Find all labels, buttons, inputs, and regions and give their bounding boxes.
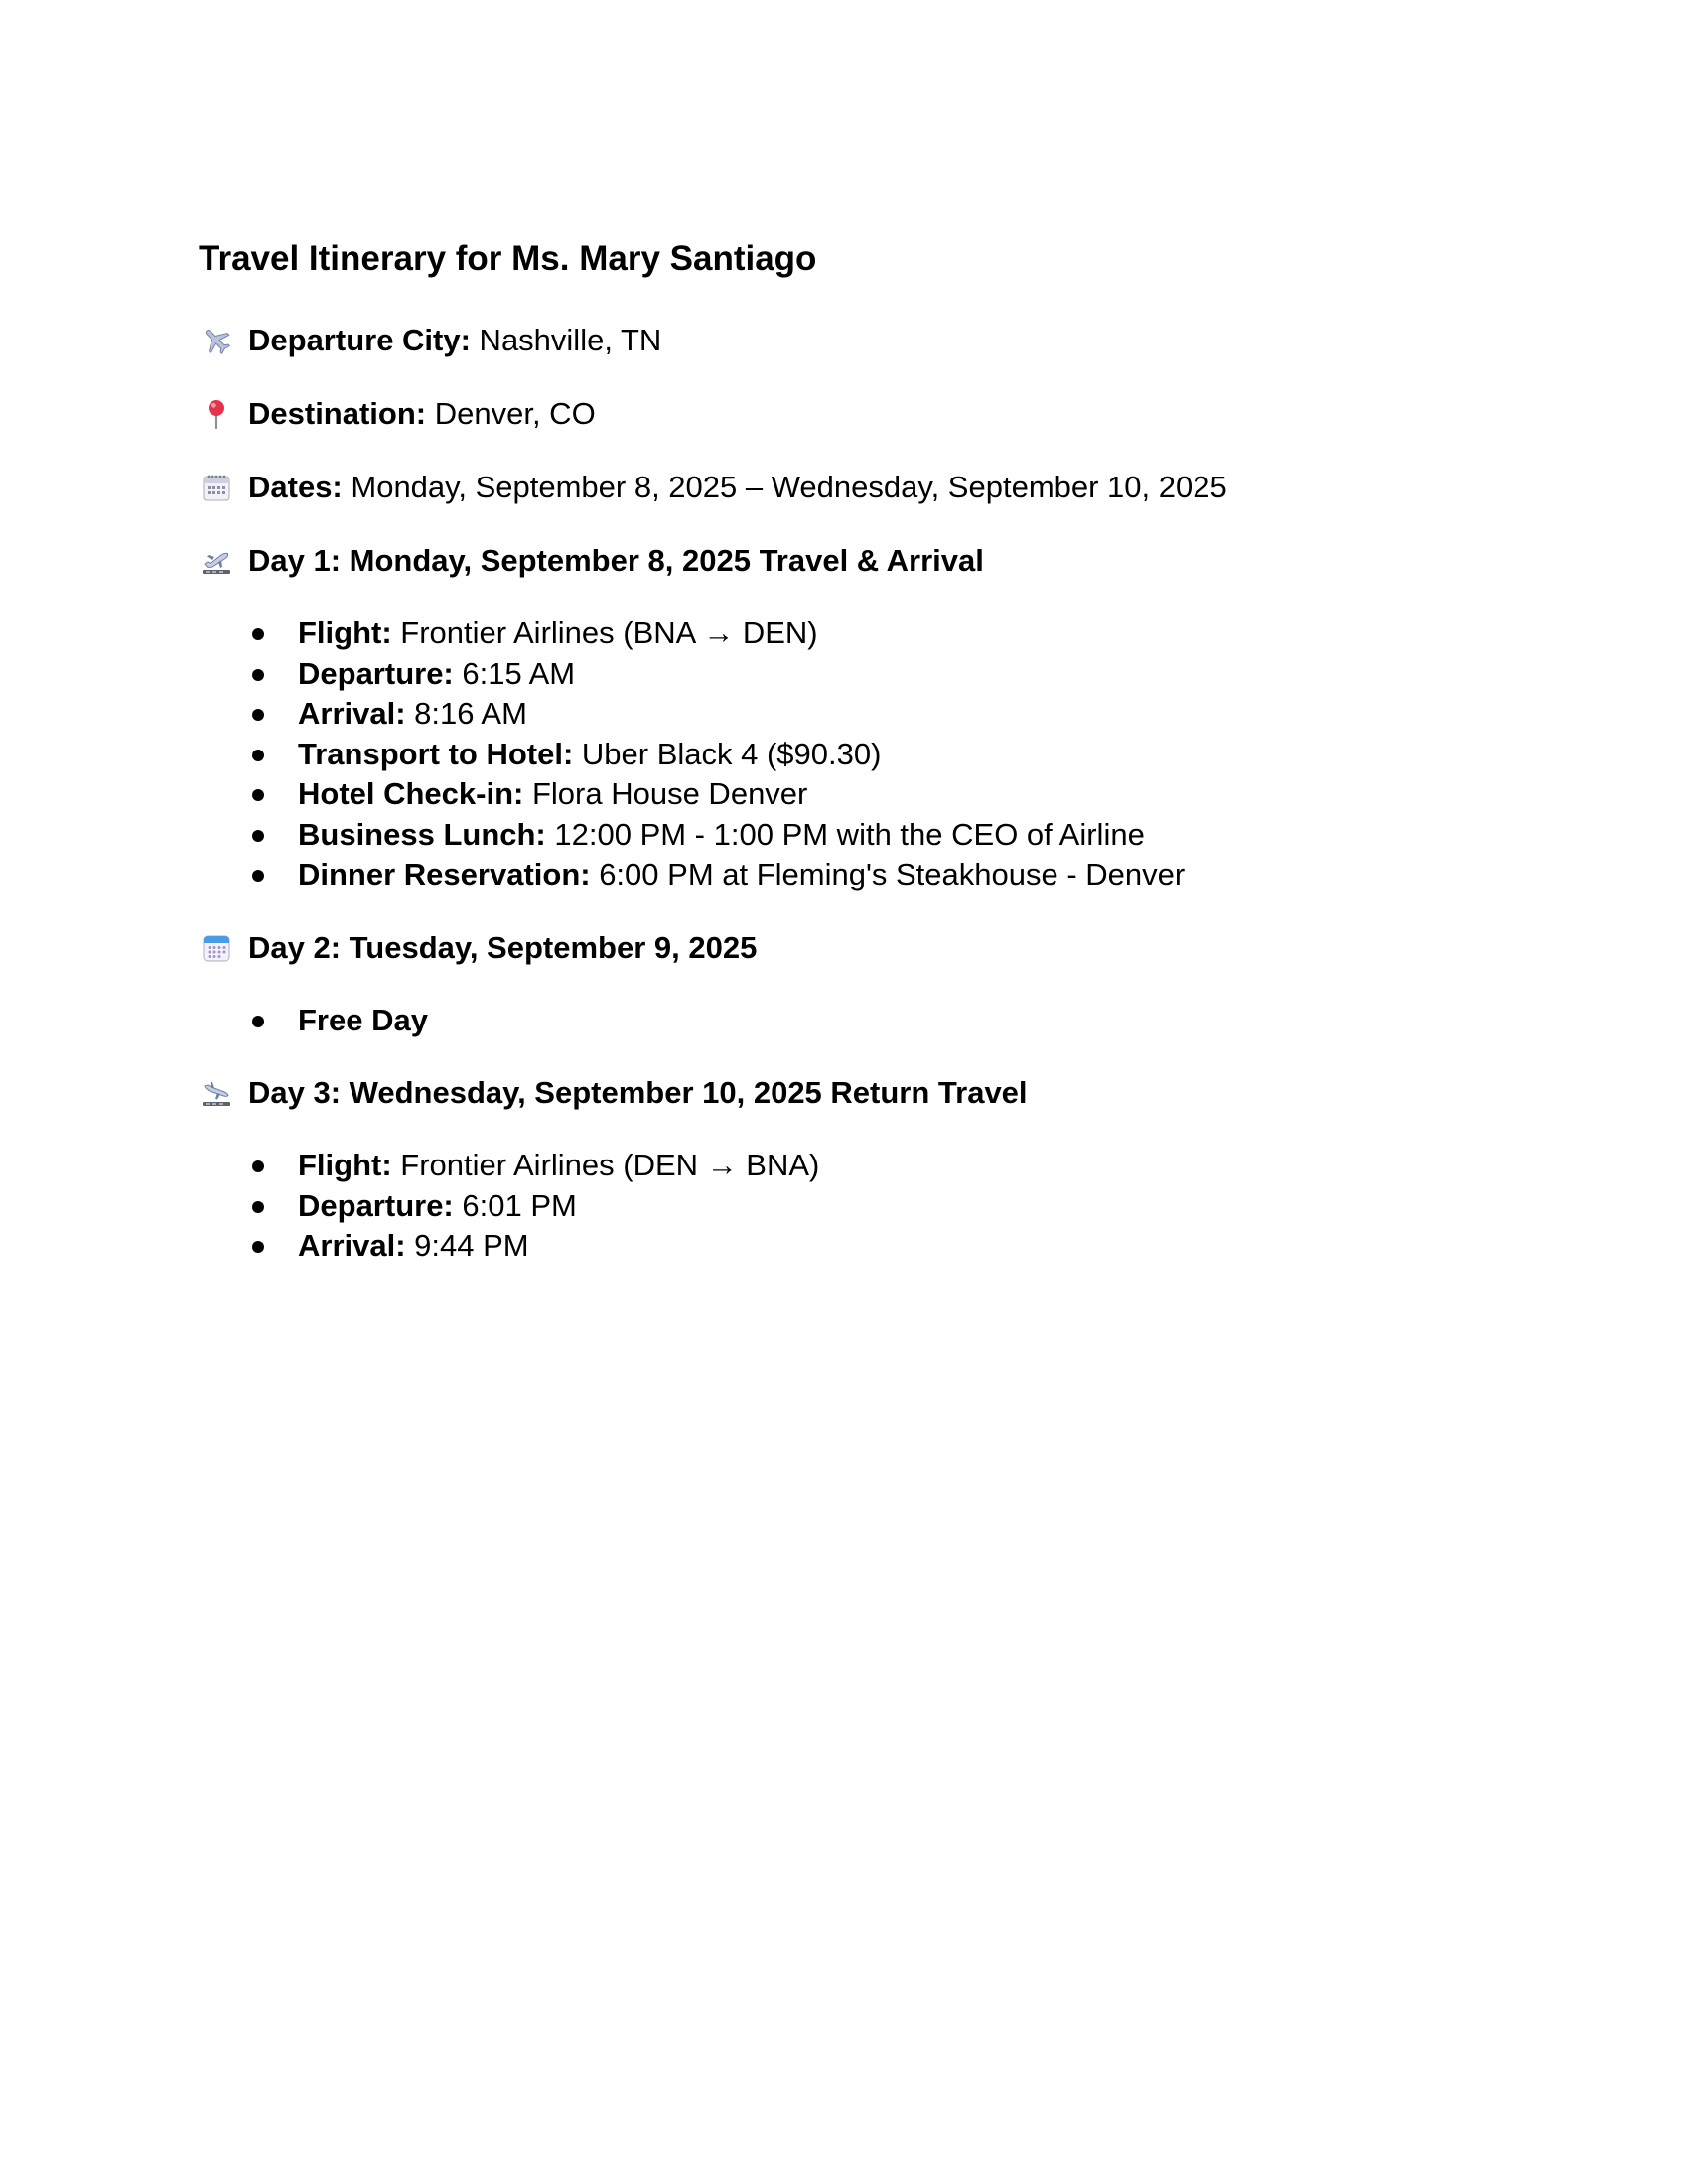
calendar-icon	[201, 932, 232, 964]
list-item	[248, 855, 1489, 895]
bullet	[252, 1160, 264, 1172]
day-1-heading-text: Day 1: Monday, September 8, 2025 Travel & Arrival	[248, 543, 984, 578]
item-label: Departure:	[298, 655, 454, 691]
departure-city-value: Nashville, TN	[470, 323, 662, 357]
bullet	[252, 789, 264, 801]
destination-value: Denver, CO	[426, 396, 596, 431]
day-2-list	[199, 1001, 1489, 1041]
bullet	[252, 628, 264, 640]
item-value: 6:01 PM	[453, 1187, 577, 1223]
day-1-list	[199, 614, 1489, 895]
dates-line	[199, 467, 1489, 508]
departure-city-label: Departure City:	[248, 323, 471, 357]
dates-label: Dates:	[248, 470, 343, 504]
spiral-calendar-icon	[201, 472, 232, 503]
item-label: Business Lunch:	[298, 816, 546, 852]
itinerary-document	[199, 230, 1489, 1267]
list-item	[248, 735, 1489, 775]
destination-label: Destination:	[248, 396, 427, 431]
airplane-icon	[201, 325, 232, 356]
day-3-heading	[199, 1072, 1489, 1114]
round-pushpin-icon	[201, 398, 232, 430]
bullet	[252, 870, 264, 882]
item-label: Free Day	[298, 1002, 428, 1037]
page-title: Travel Itinerary for Ms. Mary Santiago	[199, 239, 817, 278]
list-item	[248, 654, 1489, 695]
item-label: Transport to Hotel:	[298, 736, 574, 771]
item-value: Frontier Airlines (DEN → BNA)	[391, 1148, 820, 1182]
bullet	[252, 1016, 264, 1027]
list-item	[248, 1001, 1489, 1041]
item-value: Frontier Airlines (BNA → DEN)	[391, 615, 818, 650]
item-label: Dinner Reservation:	[298, 857, 591, 891]
item-label: Departure:	[298, 1187, 454, 1223]
item-value: 6:15 AM	[453, 655, 576, 691]
dates-value: Monday, September 8, 2025 – Wednesday, September 10, 2025	[342, 470, 1227, 504]
list-item	[248, 1226, 1489, 1267]
list-item	[248, 614, 1489, 654]
bullet	[252, 669, 264, 681]
list-item	[248, 774, 1489, 815]
item-label: Flight:	[298, 1148, 392, 1182]
bullet	[252, 709, 264, 721]
departure-city-line	[199, 320, 1489, 361]
day-2-heading-text: Day 2: Tuesday, September 9, 2025	[248, 929, 758, 965]
bullet	[252, 1201, 264, 1213]
item-value: Flora House Denver	[523, 776, 808, 811]
day-1-heading	[199, 540, 1489, 582]
bullet	[252, 1241, 264, 1253]
item-value: Uber Black 4 ($90.30)	[573, 736, 882, 771]
list-item	[248, 694, 1489, 735]
day-3-heading-text: Day 3: Wednesday, September 10, 2025 Return Travel	[248, 1075, 1028, 1110]
day-3-list	[199, 1146, 1489, 1267]
list-item	[248, 1146, 1489, 1186]
item-label: Flight:	[298, 615, 392, 650]
destination-line	[199, 393, 1489, 435]
bullet	[252, 750, 264, 761]
item-label: Arrival:	[298, 1228, 406, 1263]
list-item	[248, 815, 1489, 856]
item-value: 8:16 AM	[405, 696, 527, 731]
item-label: Arrival:	[298, 696, 406, 731]
bullet	[252, 830, 264, 842]
day-2-heading	[199, 927, 1489, 969]
item-value: 12:00 PM - 1:00 PM with the CEO of Airline	[545, 816, 1145, 852]
item-value: 9:44 PM	[405, 1228, 529, 1263]
airplane-departure-icon	[201, 545, 232, 577]
item-value: 6:00 PM at Fleming's Steakhouse - Denver	[590, 857, 1186, 891]
item-label: Hotel Check-in:	[298, 776, 524, 811]
airplane-arrival-icon	[201, 1077, 232, 1109]
list-item	[248, 1186, 1489, 1227]
